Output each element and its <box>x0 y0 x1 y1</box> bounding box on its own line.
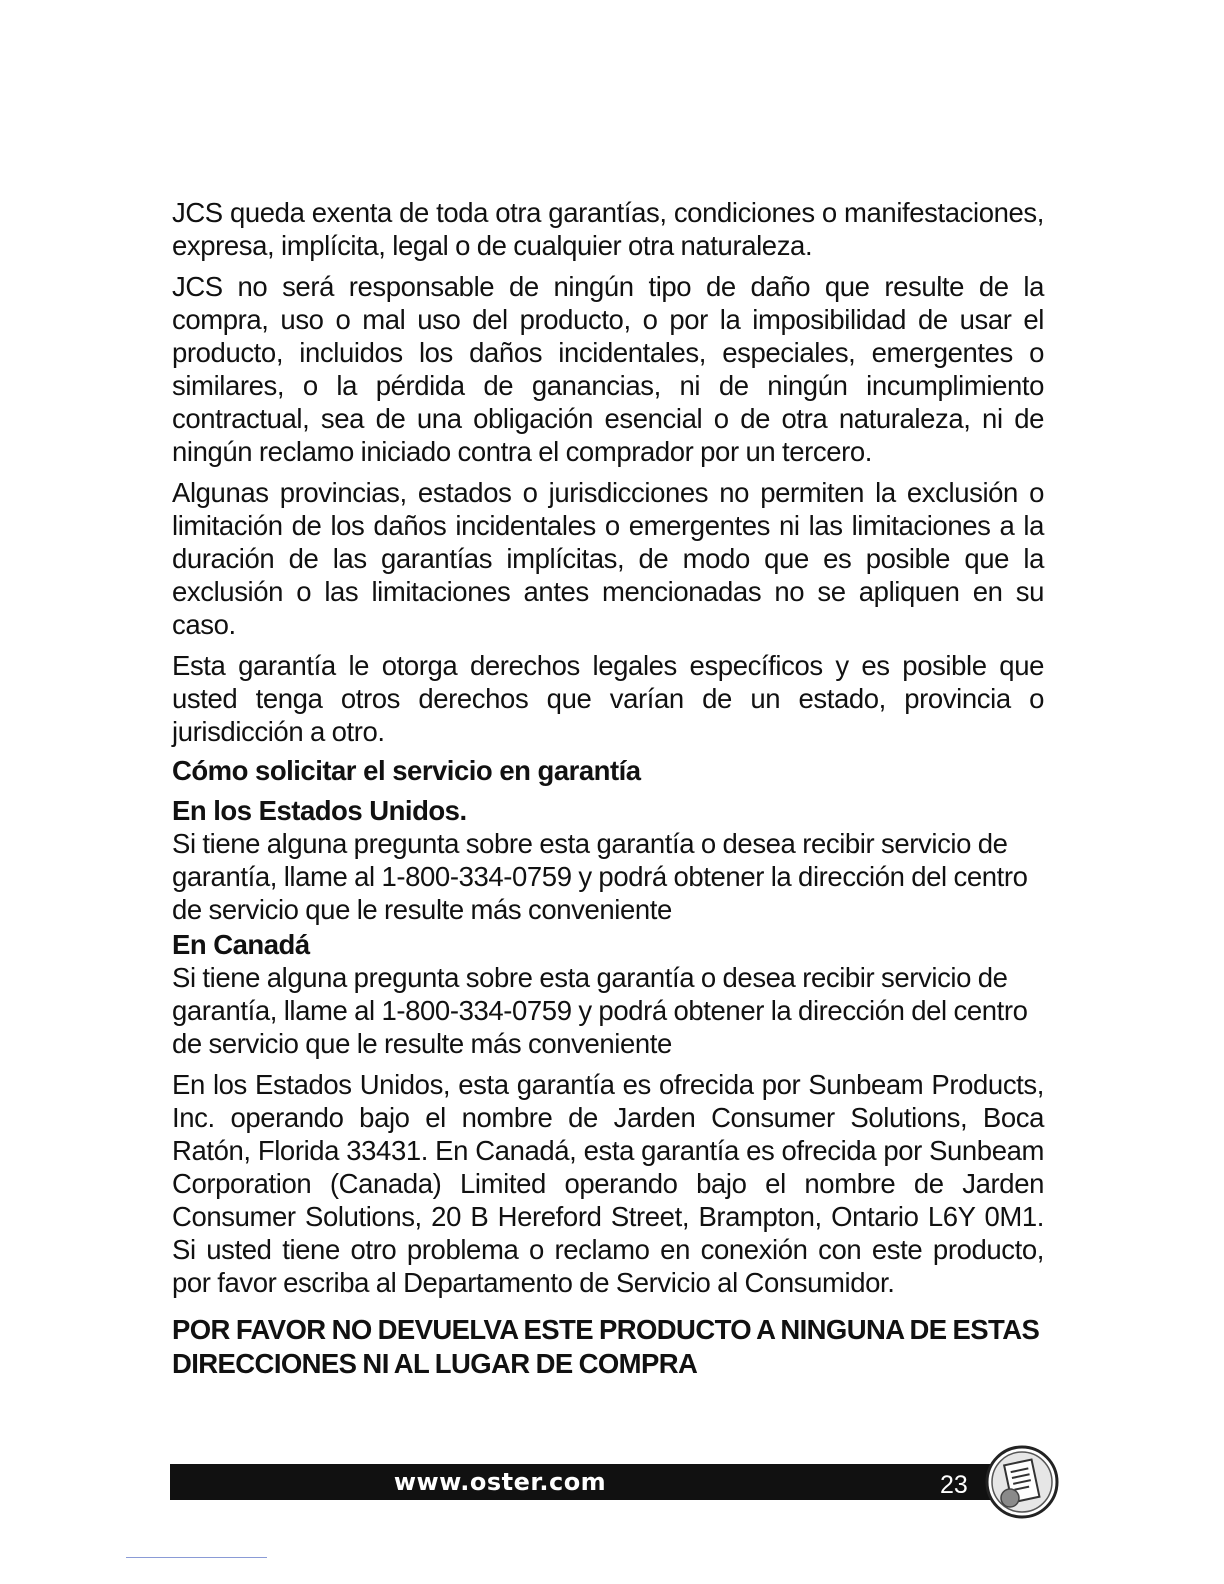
paragraph-liability: JCS no será responsable de ningún tipo de daño que resulte de la compra, uso o mal uso del producto, o por la imposibilidad de usar el producto, incluidos los daños incidentales, especiales, emergentes o similares, o la pérdida de ganancias, ni de ningún incumplimiento contractual, sea de una obligación esencial o de otra naturaleza, ni de ningún reclamo iniciado contra el comprador por un tercero. <box>172 271 1044 467</box>
page-content <box>172 196 1044 1381</box>
paragraph-jurisdictions: Algunas provincias, estados o jurisdicciones no permiten la exclusión o limitación de los daños incidentales o emergentes ni las limitaciones a la duración de las garantías implícitas, de modo que es posible que la exclusión o las limitaciones antes mencionadas no se apliquen en su caso. <box>172 477 1044 640</box>
usa-body: Si tiene alguna pregunta sobre esta garantía o desea recibir servicio de garantía, llame al 1-800-334-0759 y podrá obtener la dirección del centro de servicio que le resulte más conveniente <box>172 828 1028 925</box>
document-icon <box>984 1444 1060 1520</box>
return-notice: POR FAVOR NO DEVUELVA ESTE PRODUCTO A NINGUNA DE ESTAS DIRECCIONES NI AL LUGAR DE COMPRA <box>172 1314 1040 1379</box>
footer-url: www.oster.com <box>393 1468 607 1496</box>
canada-heading: En Canadá <box>172 929 310 960</box>
corner-divider <box>126 1557 267 1558</box>
service-heading: Cómo solicitar el servicio en garantía <box>172 755 641 786</box>
paragraph-exclusion: JCS queda exenta de toda otra garantías, condiciones o manifestaciones, expresa, implícita, legal o de cualquier otra naturaleza. <box>172 197 1044 261</box>
usa-heading: En los Estados Unidos. <box>172 795 467 826</box>
canada-body: Si tiene alguna pregunta sobre esta garantía o desea recibir servicio de garantía, llame al 1-800-334-0759 y podrá obtener la dirección del centro de servicio que le resulte más conveniente <box>172 962 1028 1059</box>
paragraph-provider: En los Estados Unidos, esta garantía es ofrecida por Sunbeam Products, Inc. operando bajo el nombre de Jarden Consumer Solutions, Boca Ratón, Florida 33431. En Canadá, esta garantía es ofrecida por Sunbeam Corporation (Canada) Limited operando bajo el nombre de Jarden Consumer Solutions, 20 B Hereford Street, Brampton, Ontario L6Y 0M1. Si usted tiene otro problema o reclamo en conexión con este producto, por favor escriba al Departamento de Servicio al Consumidor. <box>172 1069 1044 1298</box>
footer-bar <box>170 1464 1010 1500</box>
paragraph-legal-rights: Esta garantía le otorga derechos legales específicos y es posible que usted tenga otros derechos que varían de un estado, provincia o jurisdicción a otro. <box>172 650 1044 747</box>
page-number: 23 <box>940 1471 968 1499</box>
